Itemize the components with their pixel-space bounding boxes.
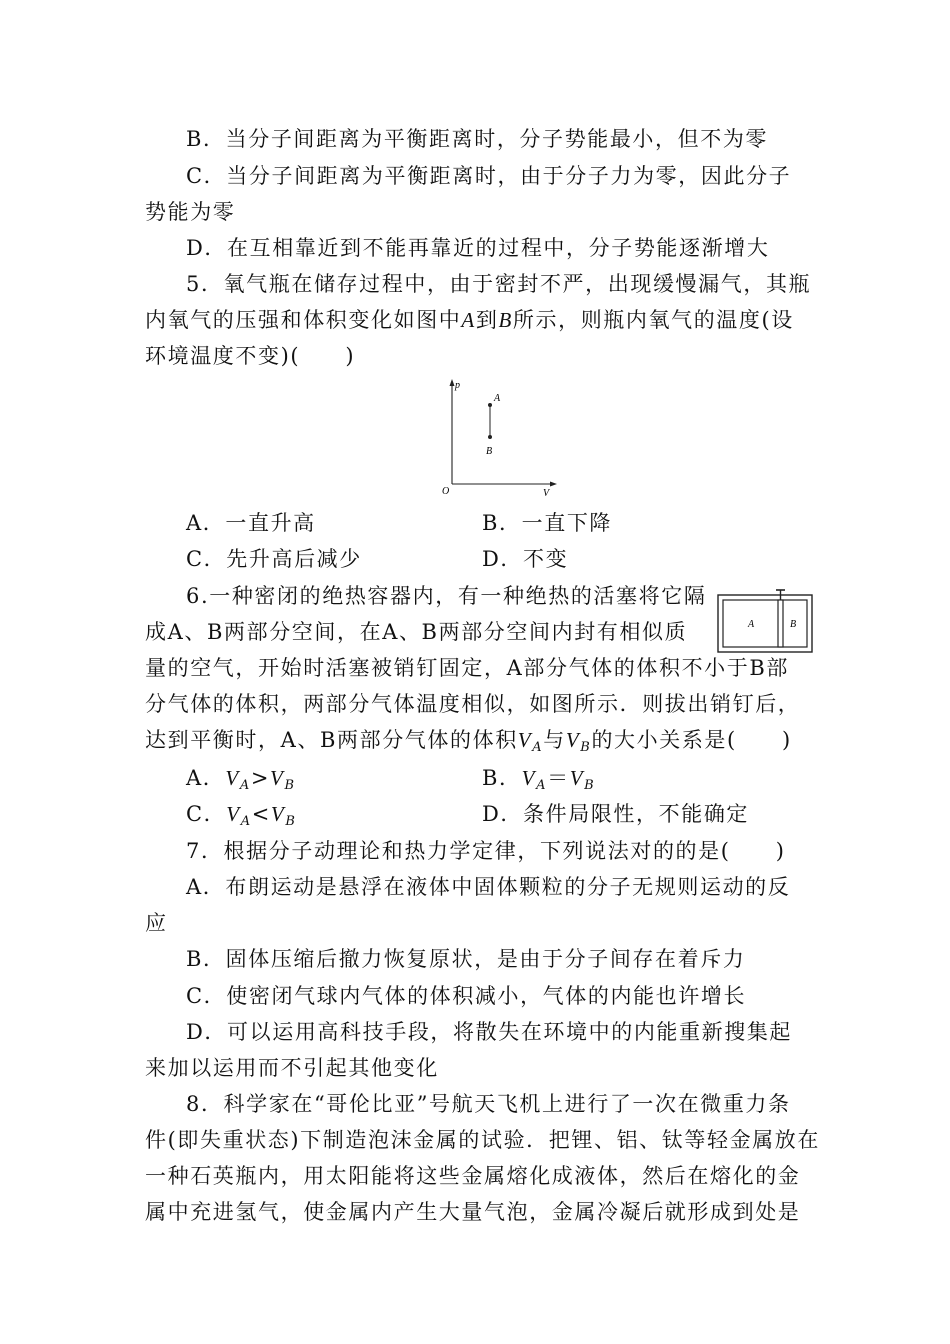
q6-option-c-vb-sub: B [285, 814, 297, 829]
q6-option-a-op: > [250, 766, 271, 790]
point-a-label: A [494, 393, 501, 404]
chamber-a-label: A [748, 619, 755, 630]
q7-option-c: C．使密闭气球内气体的体积减小，气体的内能也许增长 [186, 984, 747, 1008]
q4-option-c-line1: C．当分子间距离为平衡距离时，由于分子力为零，因此分子 [186, 164, 792, 188]
q6-stem-line1: 6.一种密闭的绝热容器内，有一种绝热的活塞将它隔 [186, 584, 707, 608]
q7-stem: 7．根据分子动理论和热力学定律，下列说法对的的是( ) [186, 839, 786, 863]
q6-option-b-op: ＝ [547, 766, 570, 790]
q5-stem-text-b: 所示，则瓶内氧气的温度(设 [512, 308, 794, 332]
q8-line2: 件(即失重状态)下制造泡沫金属的试验．把锂、铝、钛等轻金属放在 [145, 1128, 820, 1152]
q4-option-b: B．当分子间距离为平衡距离时，分子势能最小，但不为零 [186, 127, 769, 151]
q6-option-c [186, 801, 297, 827]
q7-option-b: B．固体压缩后撤力恢复原状，是由于分子间存在着斥力 [186, 947, 746, 971]
q5-option-d: D．不变 [482, 547, 569, 571]
point-b [488, 435, 492, 439]
pv-diagram [430, 376, 560, 500]
q6-option-d: D．条件局限性，不能确定 [482, 802, 750, 826]
q7-option-d-line2: 来加以运用而不引起其他变化 [145, 1056, 439, 1080]
q5-stem-text-a: 内氧气的压强和体积变化如图中 [145, 308, 462, 332]
q6-option-a-va: V [225, 766, 240, 790]
q6-vb-v: V [565, 728, 581, 752]
q8-line1: 8．科学家在“哥伦比亚”号航天飞机上进行了一次在微重力条 [186, 1092, 791, 1116]
q6-option-c-op: < [251, 802, 271, 826]
chamber-b-label: B [790, 619, 797, 630]
q6-option-a-va-sub: A [239, 778, 251, 793]
v-axis-label: V [543, 488, 550, 499]
q6-option-c-va-sub: A [240, 814, 252, 829]
q6-option-a-vb-sub: B [284, 778, 296, 793]
q5-state-a: A [461, 308, 476, 332]
q5-stem-line1: 5．氧气瓶在储存过程中，由于密封不严，出现缓慢漏气，其瓶 [186, 272, 812, 296]
p-axis-arrow-icon [450, 379, 455, 386]
point-b-label: B [486, 446, 493, 457]
piston [778, 600, 783, 647]
q8-line4: 属中充进氢气，使金属内产生大量气泡，金属冷凝后就形成到处是 [145, 1200, 801, 1224]
q5-option-c: C．先升高后减少 [186, 547, 362, 571]
q6-stem-line2: 成A、B两部分空间，在A、B两部分空间内封有相似质 [145, 620, 688, 644]
q5-state-b: B [498, 308, 513, 332]
q6-stem-and: 与 [543, 728, 566, 752]
q6-option-c-va: V [226, 802, 241, 826]
q6-option-b-va-sub: A [536, 778, 548, 793]
q6-option-b-label: B． [482, 766, 522, 790]
q4-option-c-line2: 势能为零 [145, 200, 236, 224]
q6-va-sub: A [532, 740, 544, 755]
q5-stem-line2 [145, 307, 794, 333]
q6-option-b-va: V [521, 766, 537, 790]
q6-stem-text-a: 达到平衡时，A、B两部分气体的体积 [145, 728, 518, 752]
q6-option-b [482, 765, 595, 791]
container-diagram [716, 588, 816, 654]
q7-option-a-line1: A．布朗运动是悬浮在液体中固体颗粒的分子无规则运动的反 [186, 875, 791, 899]
q6-stem-text-c: 的大小关系是( ) [591, 728, 792, 752]
q4-option-d: D．在互相靠近到不能再靠近的过程中，分子势能逐渐增大 [186, 236, 770, 260]
q6-option-c-label: C． [186, 802, 227, 826]
q6-option-a-vb: V [270, 766, 285, 790]
q6-option-c-vb: V [270, 802, 286, 826]
point-a [488, 403, 492, 407]
q6-stem-line5 [145, 727, 792, 753]
q7-option-a-line2: 应 [145, 911, 168, 935]
q6-vb-sub: B [580, 740, 592, 755]
q5-stem-to: 到 [475, 308, 499, 332]
q6-stem-line4: 分气体的体积，两部分气体温度相似，如图所示．则拔出销钉后， [145, 692, 801, 716]
q6-va-v: V [517, 728, 533, 752]
q6-option-a [186, 765, 296, 791]
q7-option-d-line1: D．可以运用高科技手段，将散失在环境中的内能重新搜集起 [186, 1020, 793, 1044]
q8-line3: 一种石英瓶内，用太阳能将这些金属熔化成液体，然后在熔化的金 [145, 1164, 801, 1188]
q6-option-b-vb-sub: B [584, 778, 596, 793]
q5-option-a: A．一直升高 [186, 511, 316, 535]
q5-stem-line3: 环境温度不变)( ) [145, 344, 356, 368]
q6-option-a-label: A． [186, 766, 226, 790]
q6-stem-line3: 量的空气，开始时活塞被销钉固定，A部分气体的体积不小于B部 [145, 656, 789, 680]
origin-label: O [442, 486, 450, 497]
q6-option-b-vb: V [569, 766, 585, 790]
q5-option-b: B．一直下降 [482, 511, 613, 535]
v-axis-arrow-icon [550, 482, 557, 487]
p-axis-label: p [455, 380, 460, 391]
